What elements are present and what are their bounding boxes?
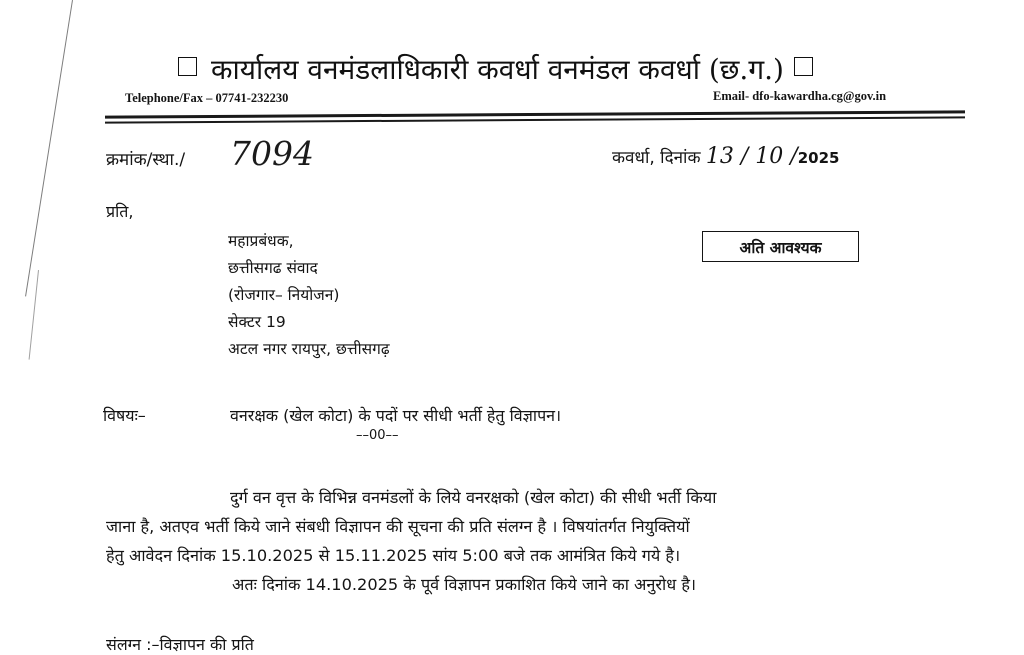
email-address: Email- dfo-kawardha.cg@gov.in [713,89,887,103]
body-line: अतः दिनांक 14.10.2025 के पूर्व विज्ञापन प्रकाशित किये जाने का अनुरोध है। [232,575,697,594]
urgent-badge: अति आवश्यक [702,231,859,262]
subject-text: वनरक्षक (खेल कोटा) के पदों पर सीधी भर्ती हेतु विज्ञापन। [230,406,562,425]
body-line: दुर्ग वन वृत्त के विभिन्न वनमंडलों के लिये वनरक्षको (खेल कोटा) की सीधी भर्ती किया [230,488,717,507]
reference-number-handwritten: 7094 [230,134,314,173]
scan-edge-line [25,0,73,296]
checkbox-square-icon [178,57,197,76]
recipient-line: (रोजगार– नियोजन) [228,286,340,304]
recipient-line: महाप्रबंधक, [228,232,294,250]
date-year: 2025 [797,149,840,167]
place-date-label: कवर्धा, दिनांक [612,148,701,168]
body-line: जाना है, अतएव भर्ती किये जाने संबधी विज्ञापन की सूचना की प्रति संलग्न है । विषयांतर्गत नियुक्तियों [106,517,690,536]
place-date [612,144,839,169]
telephone-fax: Telephone/Fax – 07741-232230 [125,91,289,105]
office-title-text: कार्यालय वनमंडलाधिकारी कवर्धा वनमंडल कवर्धा (छ.ग.) [211,53,784,86]
reference-label: क्रमांक/स्था./ [106,150,186,170]
letterhead-title [178,50,813,88]
body-line: हेतु आवेदन दिनांक 15.10.2025 से 15.11.2025 सांय 5:00 बजे तक आमंत्रित किये गये है। [106,546,681,565]
recipient-line: सेक्टर 19 [228,313,286,331]
subject-label: विषयः– [103,406,146,425]
scan-edge-line [29,270,39,360]
date-handwritten: 13 / 10 / [705,144,798,169]
recipient-line: छत्तीसगढ संवाद [228,259,318,277]
recipient-line: अटल नगर रायपुर, छत्तीसगढ़ [228,340,390,358]
subject-separator: ––00–– [356,428,399,443]
enclosure-note: संलग्न :–विज्ञापन की प्रति [106,635,254,654]
checkbox-square-icon [794,57,813,76]
salutation: प्रति, [106,202,134,221]
